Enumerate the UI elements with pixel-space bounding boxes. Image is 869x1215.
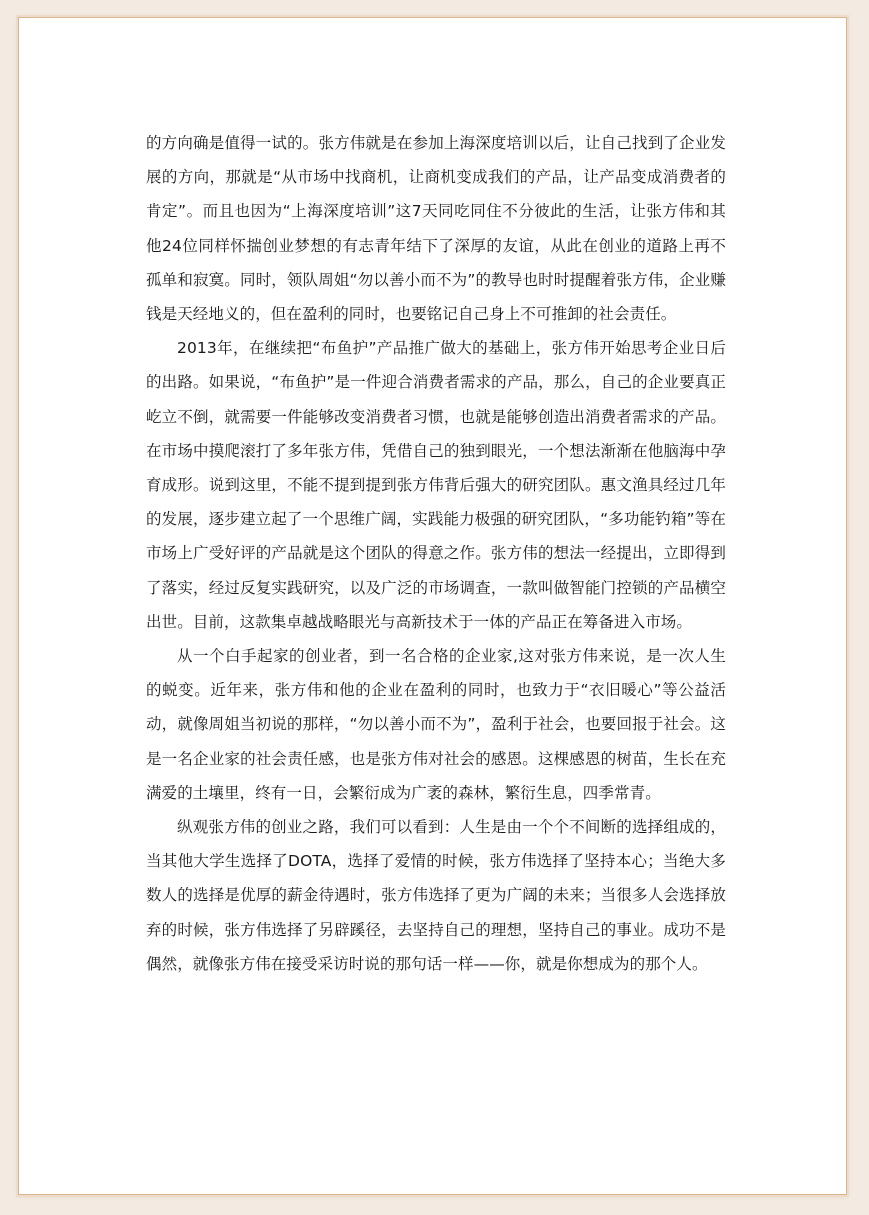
paragraph-3: 从一个白手起家的创业者，到一名合格的企业家,这对张方伟来说，是一次人生的蜕变。近年来，张方伟和他的企业在盈利的同时，也致力于“衣旧暖心”等公益活动，就像周姐当初说的那样，“勿以善小而不为”，盈利于社会，也要回报于社会。这是一名企业家的社会责任感，也是张方伟对社会的感恩。这棵感恩的树苗，生长在充满爱的土壤里，终有一日，会繁衍成为广袤的森林，繁衍生息，四季常青。 bbox=[146, 647, 726, 802]
paragraph-2: 2013年，在继续把“布鱼护”产品推广做大的基础上，张方伟开始思考企业日后的出路。如果说，“布鱼护”是一件迎合消费者需求的产品，那么，自己的企业要真正屹立不倒，就需要一件能够改变消费者习惯，也就是能够创造出消费者需求的产品。在市场中摸爬滚打了多年张方伟，凭借自己的独到眼光，一个想法渐渐在他脑海中孕育成形。说到这里，不能不提到提到张方伟背后强大的研究团队。惠文渔具经过几年的发展，逐步建立起了一个思维广阔，实践能力极强的研究团队，“多功能钓箱”等在市场上广受好评的产品就是这个团队的得意之作。张方伟的想法一经提出，立即得到了落实，经过反复实践研究，以及广泛的市场调查，一款叫做智能门控锁的产品横空出世。目前，这款集卓越战略眼光与高新技术于一体的产品正在筹备进入市场。 bbox=[146, 339, 726, 631]
paragraph-4: 纵观张方伟的创业之路，我们可以看到：人生是由一个个不间断的选择组成的，当其他大学生选择了DOTA，选择了爱情的时候，张方伟选择了坚持本心；当绝大多数人的选择是优厚的薪金待遇时，张方伟选择了更为广阔的未来；当很多人会选择放弃的时候，张方伟选择了另辟蹊径，去坚持自己的理想，坚持自己的事业。成功不是偶然，就像张方伟在接受采访时说的那句话一样——你，就是你想成为的那个人。 bbox=[146, 818, 726, 973]
document-page bbox=[18, 17, 847, 1195]
document-body bbox=[146, 126, 726, 981]
paragraph-1: 的方向确是值得一试的。张方伟就是在参加上海深度培训以后，让自己找到了企业发展的方向，那就是“从市场中找商机，让商机变成我们的产品，让产品变成消费者的肯定”。而且也因为“上海深度培训”这7天同吃同住不分彼此的生活，让张方伟和其他24位同样怀揣创业梦想的有志青年结下了深厚的友谊，从此在创业的道路上再不孤单和寂寞。同时，领队周姐“勿以善小而不为”的教导也时时提醒着张方伟，企业赚钱是天经地义的，但在盈利的同时，也要铭记自己身上不可推卸的社会责任。 bbox=[146, 134, 726, 324]
